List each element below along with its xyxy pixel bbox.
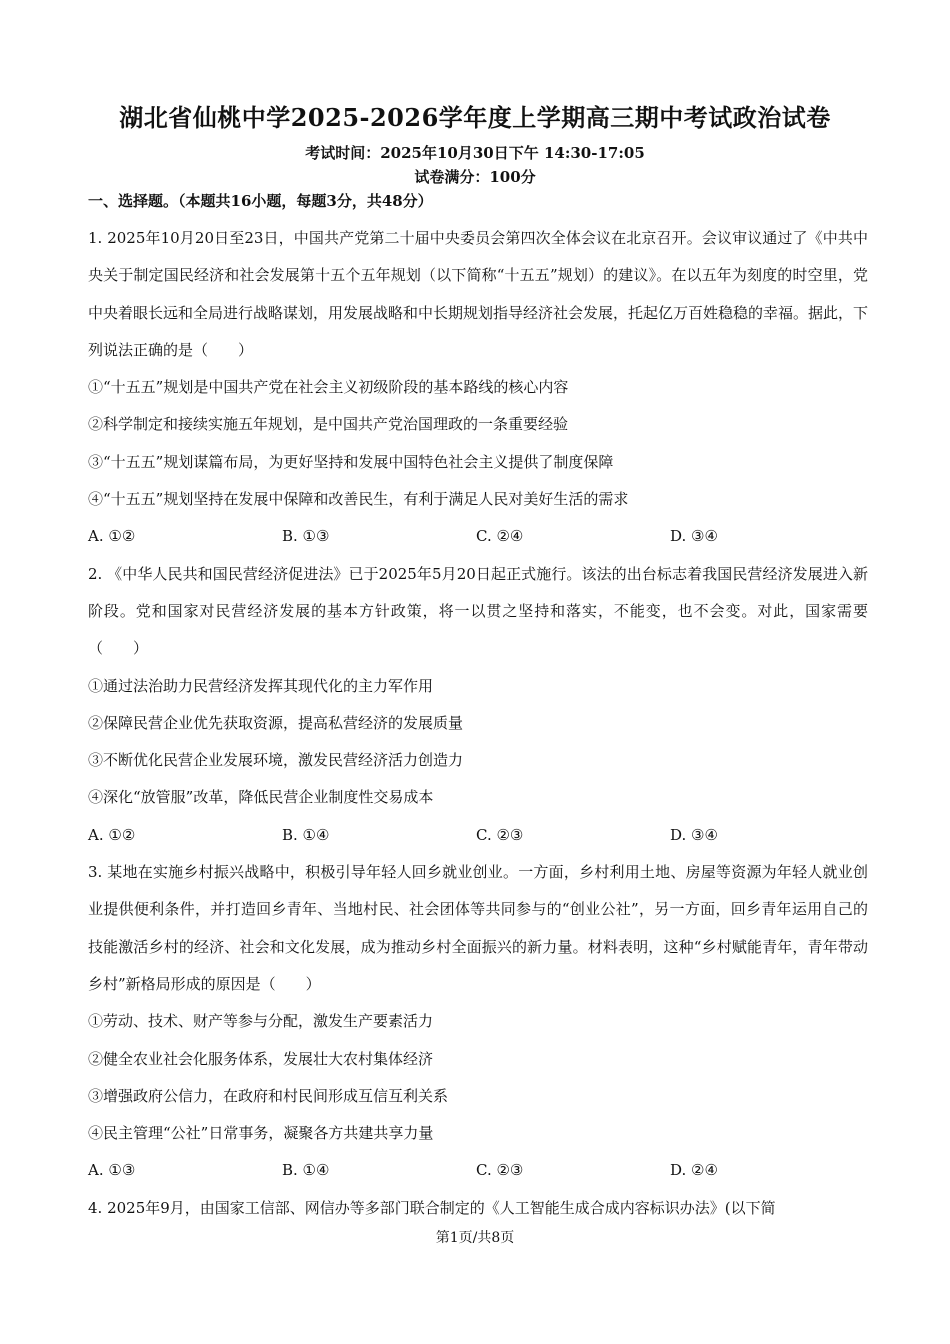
choice-a: A. ①②	[88, 527, 136, 546]
question-3	[88, 854, 868, 1190]
question-stem: 3. 某地在实施乡村振兴战略中，积极引导年轻人回乡就业创业。一方面，乡村利用土地、房屋等资源为年轻人就业创业提供便利条件，并打造回乡青年、当地村民、社会团体等共同参与的“创业公社”，另一方面，回乡青年运用自己的技能激活乡村的经济、社会和文化发展，成为推动乡村全面振兴的新力量。材料表明，这种“乡村赋能青年，青年带动乡村”新格局形成的原因是（ ）	[88, 863, 868, 993]
choice-b: B. ①④	[282, 825, 330, 844]
choice-b: B. ①③	[282, 527, 330, 546]
question-1	[88, 220, 868, 556]
choice-c: C. ②③	[476, 825, 524, 844]
choice-c: C. ②③	[476, 1161, 524, 1180]
choice-d: D. ③④	[670, 527, 718, 546]
choice-b: B. ①④	[282, 1161, 330, 1180]
statement-option: ②保障民营企业优先获取资源，提高私营经济的发展质量	[88, 713, 464, 732]
choice-a: A. ①③	[88, 1161, 136, 1180]
statement-option: ①“十五五”规划是中国共产党在社会主义初级阶段的基本路线的核心内容	[88, 378, 569, 397]
statement-option: ④“十五五”规划坚持在发展中保障和改善民生，有利于满足人民对美好生活的需求	[88, 490, 629, 509]
choice-c: C. ②④	[476, 527, 524, 546]
choice-d: D. ③④	[670, 825, 718, 844]
page-footer: 第1页/共8页	[435, 1230, 515, 1246]
answer-choices	[88, 817, 868, 854]
question-4	[88, 1190, 868, 1227]
statement-option: ④深化“放管服”改革，降低民营企业制度性交易成本	[88, 788, 434, 807]
choice-d: D. ②④	[670, 1161, 718, 1180]
statement-option: ②健全农业社会化服务体系，发展壮大农村集体经济	[88, 1049, 434, 1068]
statement-option: ③不断优化民营企业发展环境，激发民营经济活力创造力	[88, 751, 464, 770]
question-stem: 2. 《中华人民共和国民营经济促进法》已于2025年5月20日起正式施行。该法的出台标志着我国民营经济发展进入新阶段。党和国家对民营经济发展的基本方针政策，将一以贯之坚持和落实，不能变，也不会变。对此，国家需要（ ）	[88, 564, 868, 658]
answer-choices	[88, 1152, 868, 1189]
statement-option: ①劳动、技术、财产等参与分配，激发生产要素活力	[88, 1012, 434, 1031]
question-stem: 4. 2025年9月，由国家工信部、网信办等多部门联合制定的《人工智能生成合成内容标识办法》(以下简	[88, 1198, 776, 1217]
statement-option: ①通过法治助力民营经济发挥其现代化的主力军作用	[88, 676, 434, 695]
question-list	[88, 220, 868, 1227]
section-heading: 一、选择题。（本题共16小题，每题3分，共48分）	[88, 192, 433, 210]
exam-title: 湖北省仙桃中学2025-2026学年度上学期高三期中考试政治试卷	[119, 103, 831, 132]
exam-time: 考试时间：2025年10月30日下午 14:30-17:05	[305, 144, 645, 162]
statement-option: ③增强政府公信力，在政府和村民间形成互信互利关系	[88, 1086, 449, 1105]
statement-option: ③“十五五”规划谋篇布局，为更好坚持和发展中国特色社会主义提供了制度保障	[88, 452, 614, 471]
statement-option: ②科学制定和接续实施五年规划，是中国共产党治国理政的一条重要经验	[88, 415, 569, 434]
full-score: 试卷满分：100分	[414, 168, 536, 186]
answer-choices	[88, 518, 868, 555]
statement-option: ④民主管理“公社”日常事务，凝聚各方共建共享力量	[88, 1124, 434, 1143]
question-2	[88, 556, 868, 854]
question-stem: 1. 2025年10月20日至23日，中国共产党第二十届中央委员会第四次全体会议在北京召开。会议审议通过了《中共中央关于制定国民经济和社会发展第十五个五年规划（以下简称“十五五”规划）的建议》。在以五年为刻度的时空里，党中央着眼长远和全局进行战略谋划，用发展战略和中长期规划指导经济社会发展，托起亿万百姓稳稳的幸福。据此，下列说法正确的是（ ）	[88, 229, 869, 359]
choice-a: A. ①②	[88, 825, 136, 844]
